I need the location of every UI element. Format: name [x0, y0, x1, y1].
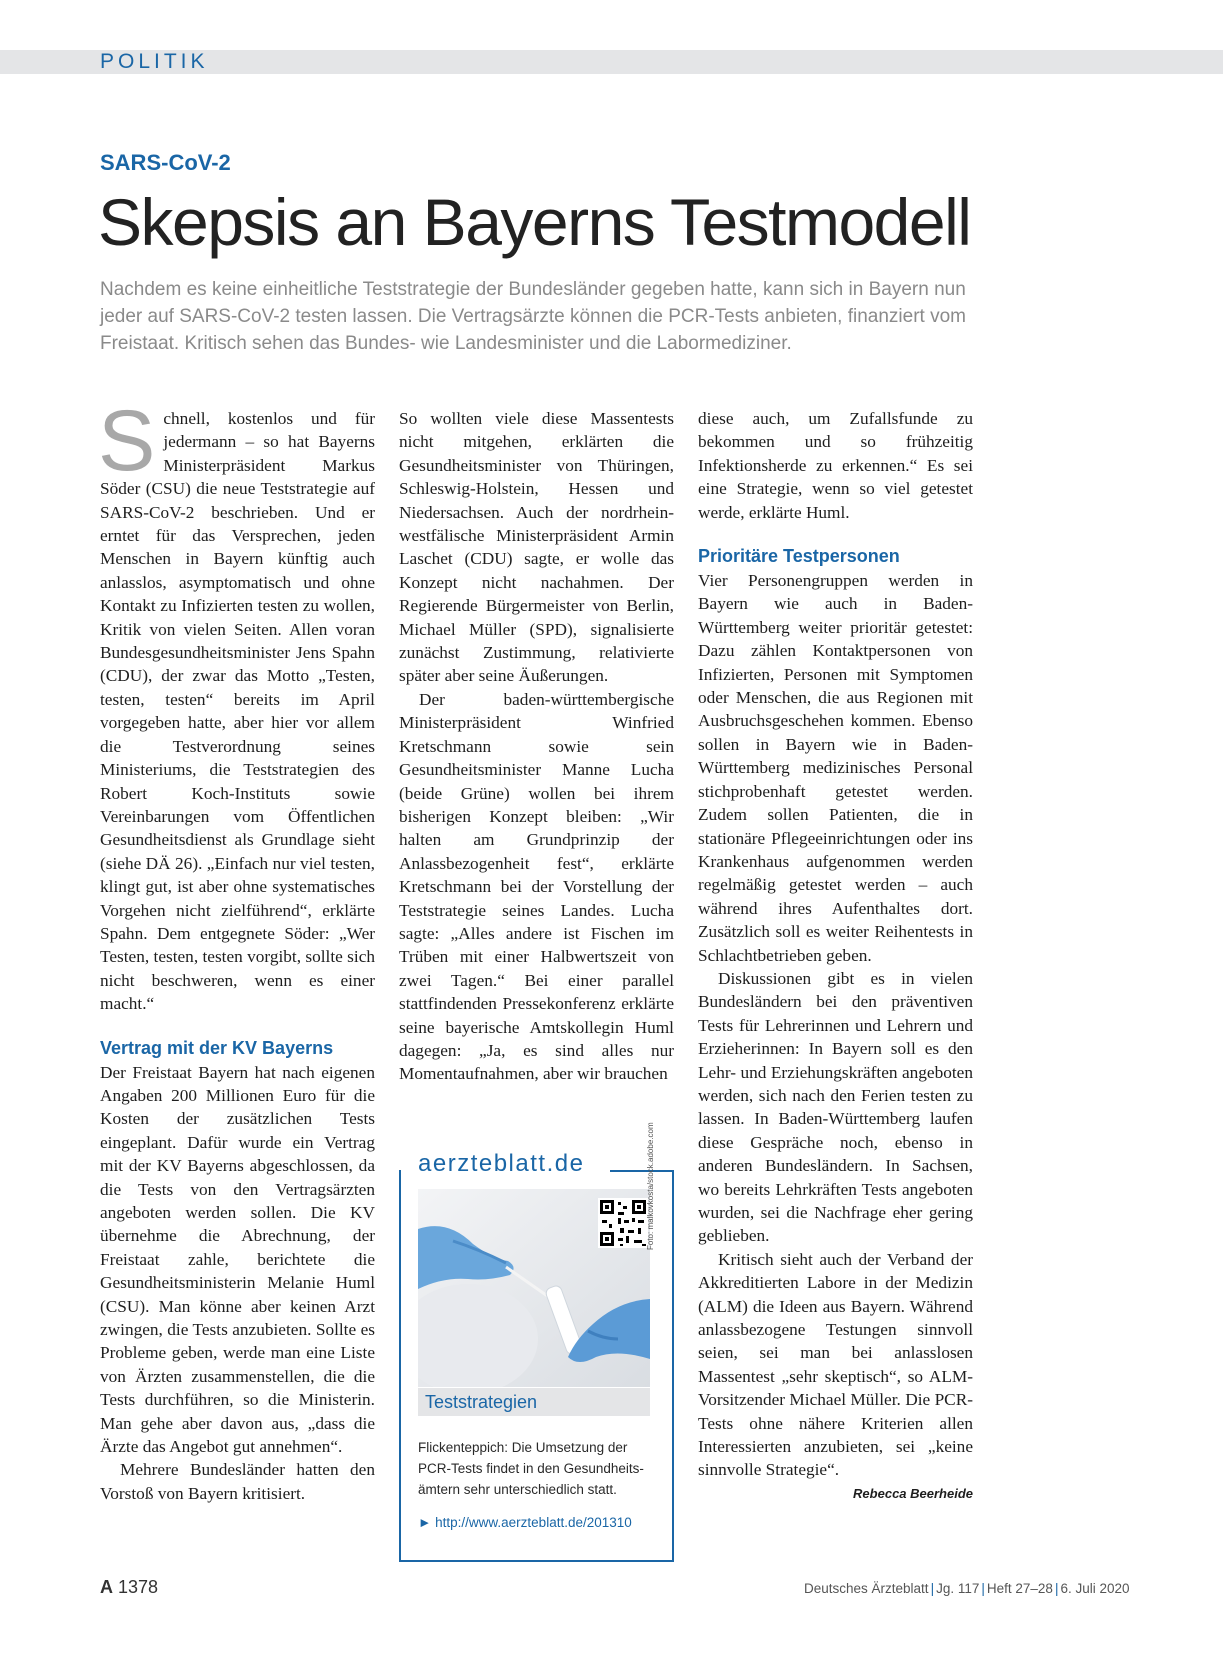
paragraph: Der baden-württembergische Ministerpräsident Winfried Kretschmann sowie sein Gesundheitsminister Manne Lucha (beide Grüne) wollen bei ihrem bisherigen Konzept bleiben: „Wir halten am Grundprinzip der Anlassbezogenheit fest“, erklärte Kretschmann bei der Vorstellung der Teststrategie seines Landes. Lucha sagte: „Alles andere ist Fischen im Trüben mit einer Halbwertszeit von zwei Tagen.“ Bei einer parallel stattfindenden Pressekonferenz erklärte seine bayerische Amtskollegin Huml dagegen: „Ja, es sind alles nur Momentaufnahmen, aber wir brauchen [399, 689, 674, 1084]
journal-date: 6. Juli 2020 [1060, 1581, 1130, 1596]
drop-cap: S [98, 393, 156, 489]
journal-footer: Deutsches Ärzteblatt | Jg. 117 | Heft 27–28 | 6. Juli 2020 [804, 1581, 1130, 1596]
paragraph: Diskussionen gibt es in vielen Bundesländern bei den präventiven Tests für Lehrerinnen und Lehrern und Erzieherinnen: In Bayern soll es den Lehr- und Erziehungskräften angeboten werden, sich nach den Ferien testen zu lassen. In Baden-Württemberg laufen diese Gespräche noch, ebenso in anderen Bundesländern. In Sachsen, wo bereits Lehrkräften Tests angeboten wurden, sei die Nachfrage eher gering geblieben. [698, 968, 973, 1246]
paragraph: Vier Personengruppen werden in Bayern wie auch in Baden-Württemberg weiter prioritär getestet: Dazu zählen Kontaktpersonen von Infizierten, Personen mit Symptomen oder Menschen, die aus Regionen mit Ausbruchsgeschehen kommen. Ebenso sollen in Bayern wie in Baden-Württemberg medizinisches Personal stichprobenhaft getestet werden. Zudem sollen Patienten, die in stationäre Pflegeeinrichtungen oder ins Krankenhaus aufgenommen werden regelmäßig getestet werden – auch während ihres Aufenthaltes dort. Zusätzlich soll es weiter Reihentests in Schlachtbetrieben geben. [698, 571, 973, 965]
box-caption-title: Teststrategien [425, 1392, 538, 1412]
subheading: Prioritäre Testpersonen [698, 546, 900, 567]
paragraph: Der Freistaat Bayern hat nach eigenen Angaben 200 Millionen Euro für die Kosten der zusätzlichen Tests eingeplant. Dafür wurde ein Vertrag mit der KV Bayerns abgeschlossen, da die Tests von den Vertragsärzten angeboten werden sollen. Die KV übernehme die Abrechnung, der Freistaat zahle, berichtete die Gesundheitsministerin Melanie Huml (CSU). Man könne aber keinen Arzt zwingen, die Tests anzubieten. Sollte es Probleme geben, werde man eine Liste von Ärzten zusammenstellen, die die Tests durchführen, so die Ministerin. Man gehe aber davon aus, „dass die Ärzte das Angebot gut annehmen“. [100, 1062, 375, 1457]
box-top-rule [610, 1170, 673, 1172]
journal-name: Deutsches Ärzteblatt [804, 1581, 929, 1596]
box-link-url[interactable]: http://www.aerzteblatt.de/201310 [435, 1515, 632, 1530]
qr-code-icon [598, 1198, 648, 1248]
paragraph: So wollten viele diese Massentests nicht mitgehen, erklärten die Gesundheitsminister von Thüringen, Schleswig-Holstein, Hessen und Niedersachsen. Auch der nordrhein-westfälische Ministerpräsident Armin Laschet (CDU) sagte, er wolle das Konzept nicht nachahmen. Der Regierende Bürgermeister von Berlin, Michael Müller (SPD), signalisierte zunächst Zustimmung, relativierte später aber seine Äußerungen. [399, 409, 674, 686]
paragraph-text: chnell, kostenlos und für jedermann – so hat Bayerns Ministerpräsident Markus Söder (CSU) die neue Teststrategie auf SARS-CoV-2 beschrieben. Und er erntet für das Versprechen, jeden Menschen in Bayern künftig auch anlasslos, asymptomatisch und ohne Kontakt zu Infizierten testen zu wollen, Kritik von vielen Seiten. Allen voran Bundesgesundheitsminister Jens Spahn (CDU), der zwar das Motto „Testen, testen, testen“ bereits im April vorgegeben hatte, aber hier vor allem die Testverordnung seines Ministeriums, die Teststrategien des Robert Koch-Instituts sowie Vereinbarungen vom Öffentlichen Gesundheitsdienst als Grundlage sieht (siehe DÄ 26). „Einfach nur viel testen, klingt gut, ist aber ohne systematisches Vorgehen nicht zielführend“, erklärte Spahn. Dem entgegnete Söder: „Wer Testen, testen, testen vorgibt, sollte sich nicht beschweren, wenn es einer macht.“ [100, 409, 375, 1014]
paragraph: Mehrere Bundesländer hatten den Vorstoß von Bayern kritisiert. [100, 1460, 375, 1503]
journal-issue: Heft 27–28 [986, 1581, 1053, 1596]
section-label: POLITIK [100, 50, 209, 73]
article-column-1 [98, 393, 375, 1505]
paragraph [698, 1248, 973, 1501]
journal-volume: Jg. 117 [936, 1581, 980, 1596]
article-lead: Nachdem es keine einheitliche Teststrategie der Bundesländer gegeben hatte, kann sich in Bayern nun jeder auf SARS-CoV-2 testen lassen. Die Vertragsärzte können die PCR-Tests anbieten, finanziert vom Freistaat. Kritisch sehen das Bundes- wie Landesminister und die Labormediziner. [100, 279, 966, 354]
subheading: Vertrag mit der KV Bayerns [100, 1037, 334, 1058]
article-headline: Skepsis an Bayerns Testmodell [98, 185, 971, 259]
page-prefix: A [100, 1577, 113, 1597]
article-kicker: SARS-CoV-2 [100, 150, 231, 175]
paragraph: diese auch, um Zufallsfunde zu bekommen und so frühzeitig Infektionsherde zu erkennen.“ Es sei eine Strategie, wenn so viel getestet werde, erklärte Huml. [698, 409, 973, 522]
paragraph [98, 393, 375, 1016]
box-caption-text: Flickenteppich: Die Umsetzung der PCR-Tests findet in den Gesundheitsämtern sehr unterschiedlich statt. [418, 1440, 644, 1497]
article-column-3 [698, 407, 973, 1505]
photo-credit: Foto: malkovkosta/stock.adobe.com [646, 1122, 655, 1250]
article-column-2 [399, 407, 674, 1086]
page-number [100, 1577, 158, 1598]
arrow-icon: ► [418, 1515, 432, 1530]
box-brand: aerzteblatt.de [412, 1149, 592, 1179]
box-link[interactable] [418, 1515, 632, 1530]
page-number-value: 1378 [118, 1577, 159, 1597]
paragraph-text: Kritisch sieht auch der Verband der Akkreditierten Labore in der Medizin (ALM) die Ideen aus Bayern. Während anlassbezogene Testungen sinnvoll seien, sei man bei anlasslosen Massentest „sehr skeptisch“, so ALM-Vorsitzender Michael Müller. Die PCR-Tests ohne nähere Kriterien allen Interessierten anzubieten, sei „keine sinnvolle Strategie“. [698, 1249, 973, 1480]
author-signature: Rebecca Beerheide [853, 1485, 973, 1501]
